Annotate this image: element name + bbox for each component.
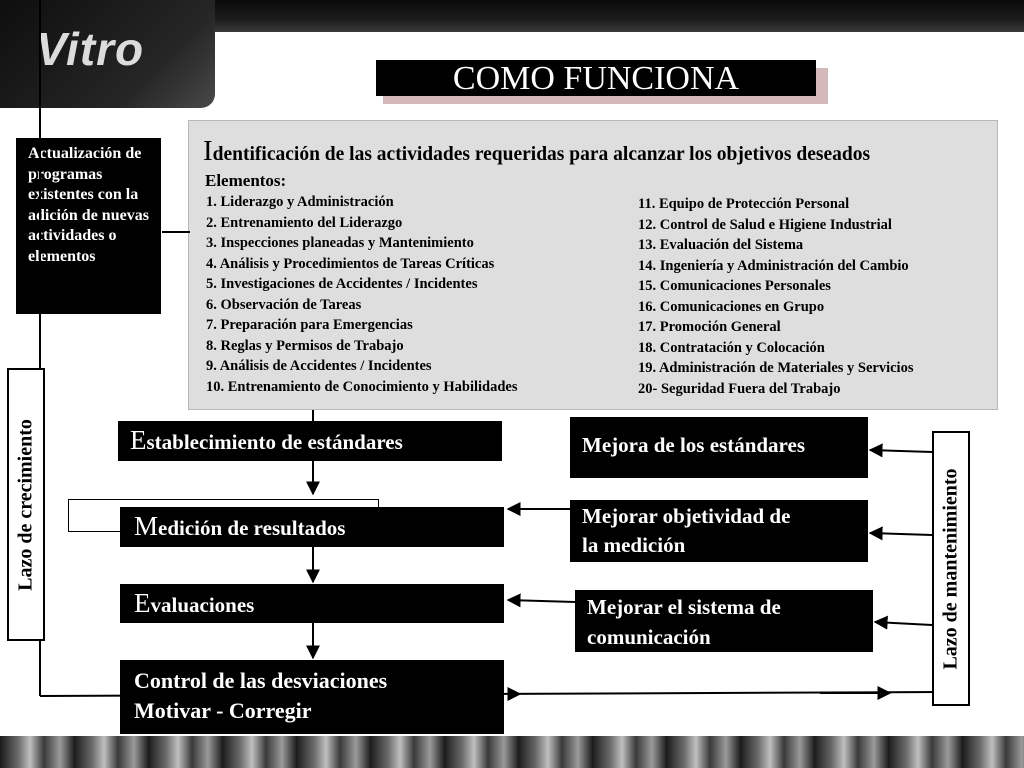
- step-control-deviations: [120, 660, 504, 734]
- step-line-1: [134, 666, 490, 696]
- maintenance-loop-text: Lazo de mantenimiento: [939, 467, 962, 670]
- growth-loop-text: Lazo de crecimiento: [14, 418, 37, 591]
- element-item: 11. Equipo de Protección Personal: [638, 196, 850, 212]
- improve-standards-box: Mejora de los estándares: [570, 417, 868, 478]
- step-measure-results: [120, 507, 504, 547]
- identification-heading-text: dentificación de las actividades requeridas para alcanzar los objetivos deseados: [212, 144, 871, 165]
- element-item: 1. Liderazgo y Administración: [206, 194, 394, 210]
- maintenance-arrow-3: [875, 622, 932, 625]
- element-item: 2. Entrenamiento del Liderazgo: [206, 214, 403, 231]
- footer-strip: [0, 736, 1024, 768]
- step-label: stablecimiento de estándares: [146, 430, 403, 454]
- element-item: 3. Inspecciones planeadas y Mantenimiento: [206, 235, 474, 251]
- element-item: 10. Entrenamiento de Conocimiento y Habilidades: [206, 378, 518, 395]
- element-item: 14. Ingeniería y Administración del Cambio: [638, 257, 909, 274]
- element-item: 17. Promoción General: [638, 319, 781, 335]
- element-item: 13. Evaluación del Sistema: [638, 237, 804, 253]
- element-item: 9. Análisis de Accidentes / Incidentes: [206, 358, 432, 374]
- step-line-2: Motivar - Corregir: [134, 698, 312, 723]
- maintenance-loop-label: [932, 431, 970, 706]
- element-item: 16. Comunicaciones en Grupo: [638, 298, 825, 315]
- element-item: 8. Reglas y Permisos de Trabajo: [206, 337, 404, 354]
- element-item: 5. Investigaciones de Accidentes / Incidentes: [206, 276, 478, 292]
- update-programs-note: Actualización de programas existentes con la adición de nuevas actividades o elementos: [16, 138, 161, 314]
- element-item: 15. Comunicaciones Personales: [638, 278, 831, 294]
- element-item: 19. Administración de Materiales y Servicios: [638, 360, 914, 376]
- element-item: 18. Contratación y Colocación: [638, 339, 825, 356]
- step-label: ontrol de las desviaciones: [149, 668, 388, 693]
- element-item: 12. Control de Salud e Higiene Industrial: [638, 216, 892, 233]
- element-item: 7. Preparación para Emergencias: [206, 317, 413, 333]
- step-initial: E: [134, 588, 151, 618]
- step-establish-standards: [118, 421, 502, 461]
- improve-communication-line-1: Mejorar el sistema de: [587, 595, 781, 619]
- step-label: edición de resultados: [158, 516, 346, 540]
- step-label: valuaciones: [150, 593, 255, 617]
- growth-loop-label: [7, 368, 45, 641]
- improve-measurement-box: [570, 500, 868, 562]
- element-item: 6. Observación de Tareas: [206, 296, 362, 313]
- identification-heading-initial: I: [203, 135, 213, 167]
- elements-title: Elementos:: [205, 171, 287, 190]
- vitro-logo: Vitro: [36, 23, 145, 75]
- maintenance-arrow-1: [870, 450, 932, 452]
- improvement-arrow-2: [508, 600, 575, 602]
- element-item: 4. Análisis y Procedimientos de Tareas Críticas: [206, 255, 495, 272]
- step-evaluations: [120, 584, 504, 623]
- step-initial: C: [134, 668, 150, 693]
- improve-measurement-line-1: Mejorar objetividad de: [582, 504, 791, 528]
- step-initial: M: [134, 511, 159, 541]
- step-initial: E: [130, 425, 147, 455]
- element-item: 20- Seguridad Fuera del Trabajo: [638, 380, 841, 397]
- improve-communication-line-2: comunicación: [587, 625, 711, 649]
- page-title: COMO FUNCIONA: [376, 60, 816, 96]
- maintenance-arrow-2: [870, 533, 932, 535]
- improve-communication-box: [575, 590, 873, 652]
- improve-measurement-line-2: la medición: [582, 533, 686, 557]
